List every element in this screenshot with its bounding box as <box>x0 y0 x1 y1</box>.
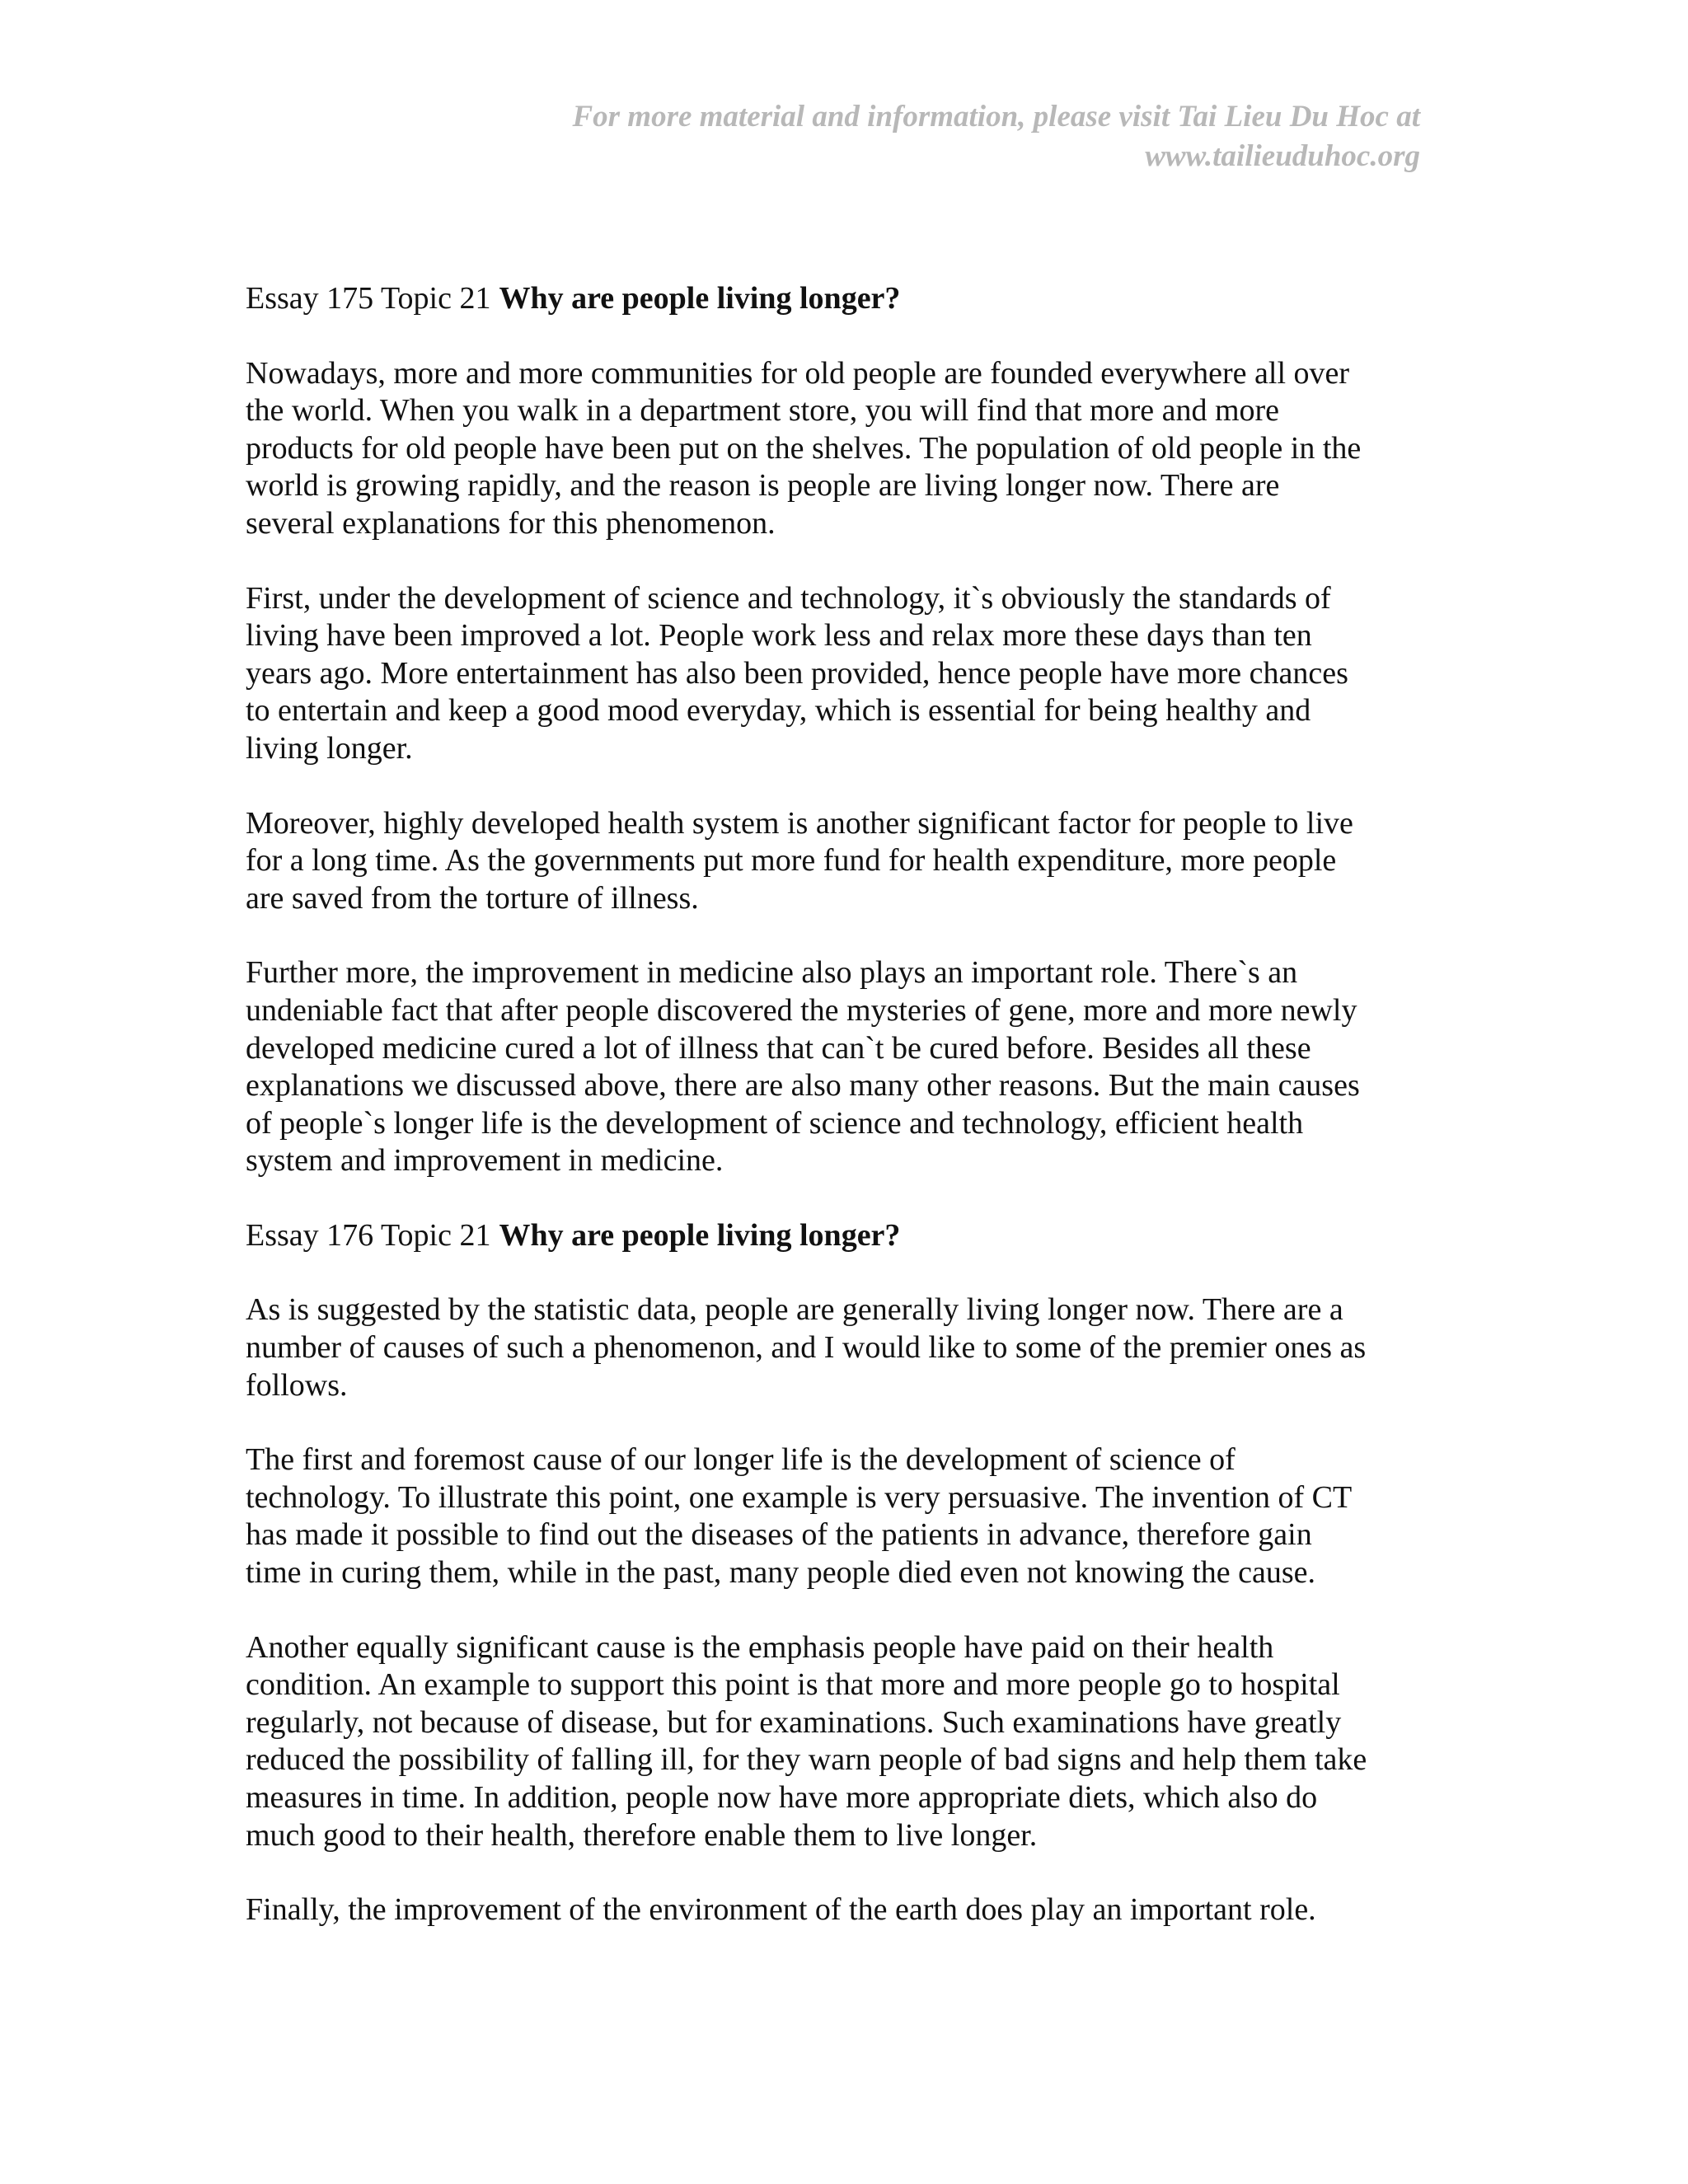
text-line: world is growing rapidly, and the reason is people are living longer now. There are <box>246 468 1280 504</box>
text-line: the world. When you walk in a department store, you will find that more and more <box>246 393 1280 429</box>
essay-heading <box>246 280 1441 318</box>
paragraph <box>246 1441 1441 1591</box>
header-line-1: For more material and information, please visit Tai Lieu Du Hoc at <box>572 100 1420 134</box>
paragraph <box>246 1891 1441 1929</box>
text-line: measures in time. In addition, people now have more appropriate diets, which also do <box>246 1780 1318 1815</box>
text-line: number of causes of such a phenomenon, and I would like to some of the premier ones as <box>246 1330 1367 1366</box>
paragraph <box>246 954 1441 1180</box>
text-line: several explanations for this phenomenon. <box>246 505 776 541</box>
text-line: reduced the possibility of falling ill, for they warn people of bad signs and help them take <box>246 1742 1367 1778</box>
text-line: Another equally significant cause is the emphasis people have paid on their health <box>246 1629 1274 1665</box>
essay-label: Essay 176 Topic 21 <box>246 1217 491 1253</box>
text-line: regularly, not because of disease, but for examinations. Such examinations have greatly <box>246 1704 1342 1740</box>
text-line: condition. An example to support this point is that more and more people go to hospital <box>246 1667 1340 1703</box>
text-line: living longer. <box>246 730 413 766</box>
text-line: of people`s longer life is the development of science and technology, efficient health <box>246 1105 1304 1141</box>
text-line: First, under the development of science and technology, it`s obviously the standards of <box>246 580 1331 616</box>
text-line: As is suggested by the statistic data, people are generally living longer now. There are a <box>246 1292 1343 1328</box>
text-line: explanations we discussed above, there are also many other reasons. But the main causes <box>246 1068 1360 1104</box>
paragraph <box>246 580 1441 768</box>
essay-label: Essay 175 Topic 21 <box>246 281 491 316</box>
page-header <box>349 97 1420 176</box>
text-line: undeniable fact that after people discovered the mysteries of gene, more and more newly <box>246 992 1357 1028</box>
header-link[interactable]: www.tailieuduhoc.org <box>1145 139 1420 173</box>
text-line: Further more, the improvement in medicine also plays an important role. There`s an <box>246 955 1298 991</box>
text-line: technology. To illustrate this point, one example is very persuasive. The invention of CT <box>246 1479 1353 1515</box>
text-line: follows. <box>246 1367 348 1403</box>
text-line: living have been improved a lot. People work less and relax more these days than ten <box>246 618 1312 654</box>
text-line: developed medicine cured a lot of illness that can`t be cured before. Besides all these <box>246 1030 1311 1066</box>
document-body <box>246 280 1441 1966</box>
text-line: Moreover, highly developed health system is another significant factor for people to live <box>246 805 1353 841</box>
text-line: much good to their health, therefore enable them to live longer. <box>246 1817 1038 1853</box>
text-line: system and improvement in medicine. <box>246 1143 724 1179</box>
essay-heading <box>246 1217 1441 1255</box>
essay-title: Why are people living longer? <box>499 281 901 316</box>
text-line: The first and foremost cause of our longer life is the development of science of <box>246 1442 1236 1478</box>
essay-175 <box>246 280 1441 1180</box>
paragraph <box>246 805 1441 918</box>
paragraph <box>246 355 1441 543</box>
text-line: to entertain and keep a good mood everyday, which is essential for being healthy and <box>246 693 1311 729</box>
text-line: Finally, the improvement of the environment of the earth does play an important role. <box>246 1892 1316 1928</box>
text-line: are saved from the torture of illness. <box>246 880 699 916</box>
text-line: for a long time. As the governments put more fund for health expenditure, more people <box>246 843 1337 879</box>
text-line: has made it possible to find out the diseases of the patients in advance, therefore gain <box>246 1517 1312 1553</box>
paragraph <box>246 1629 1441 1855</box>
text-line: Nowadays, more and more communities for old people are founded everywhere all over <box>246 355 1350 391</box>
essay-title: Why are people living longer? <box>499 1217 901 1253</box>
text-line: time in curing them, while in the past, many people died even not knowing the cause. <box>246 1555 1316 1591</box>
text-line: years ago. More entertainment has also been provided, hence people have more chances <box>246 655 1348 691</box>
paragraph <box>246 1291 1441 1404</box>
text-line: products for old people have been put on the shelves. The population of old people in the <box>246 430 1362 466</box>
essay-176 <box>246 1217 1441 1929</box>
